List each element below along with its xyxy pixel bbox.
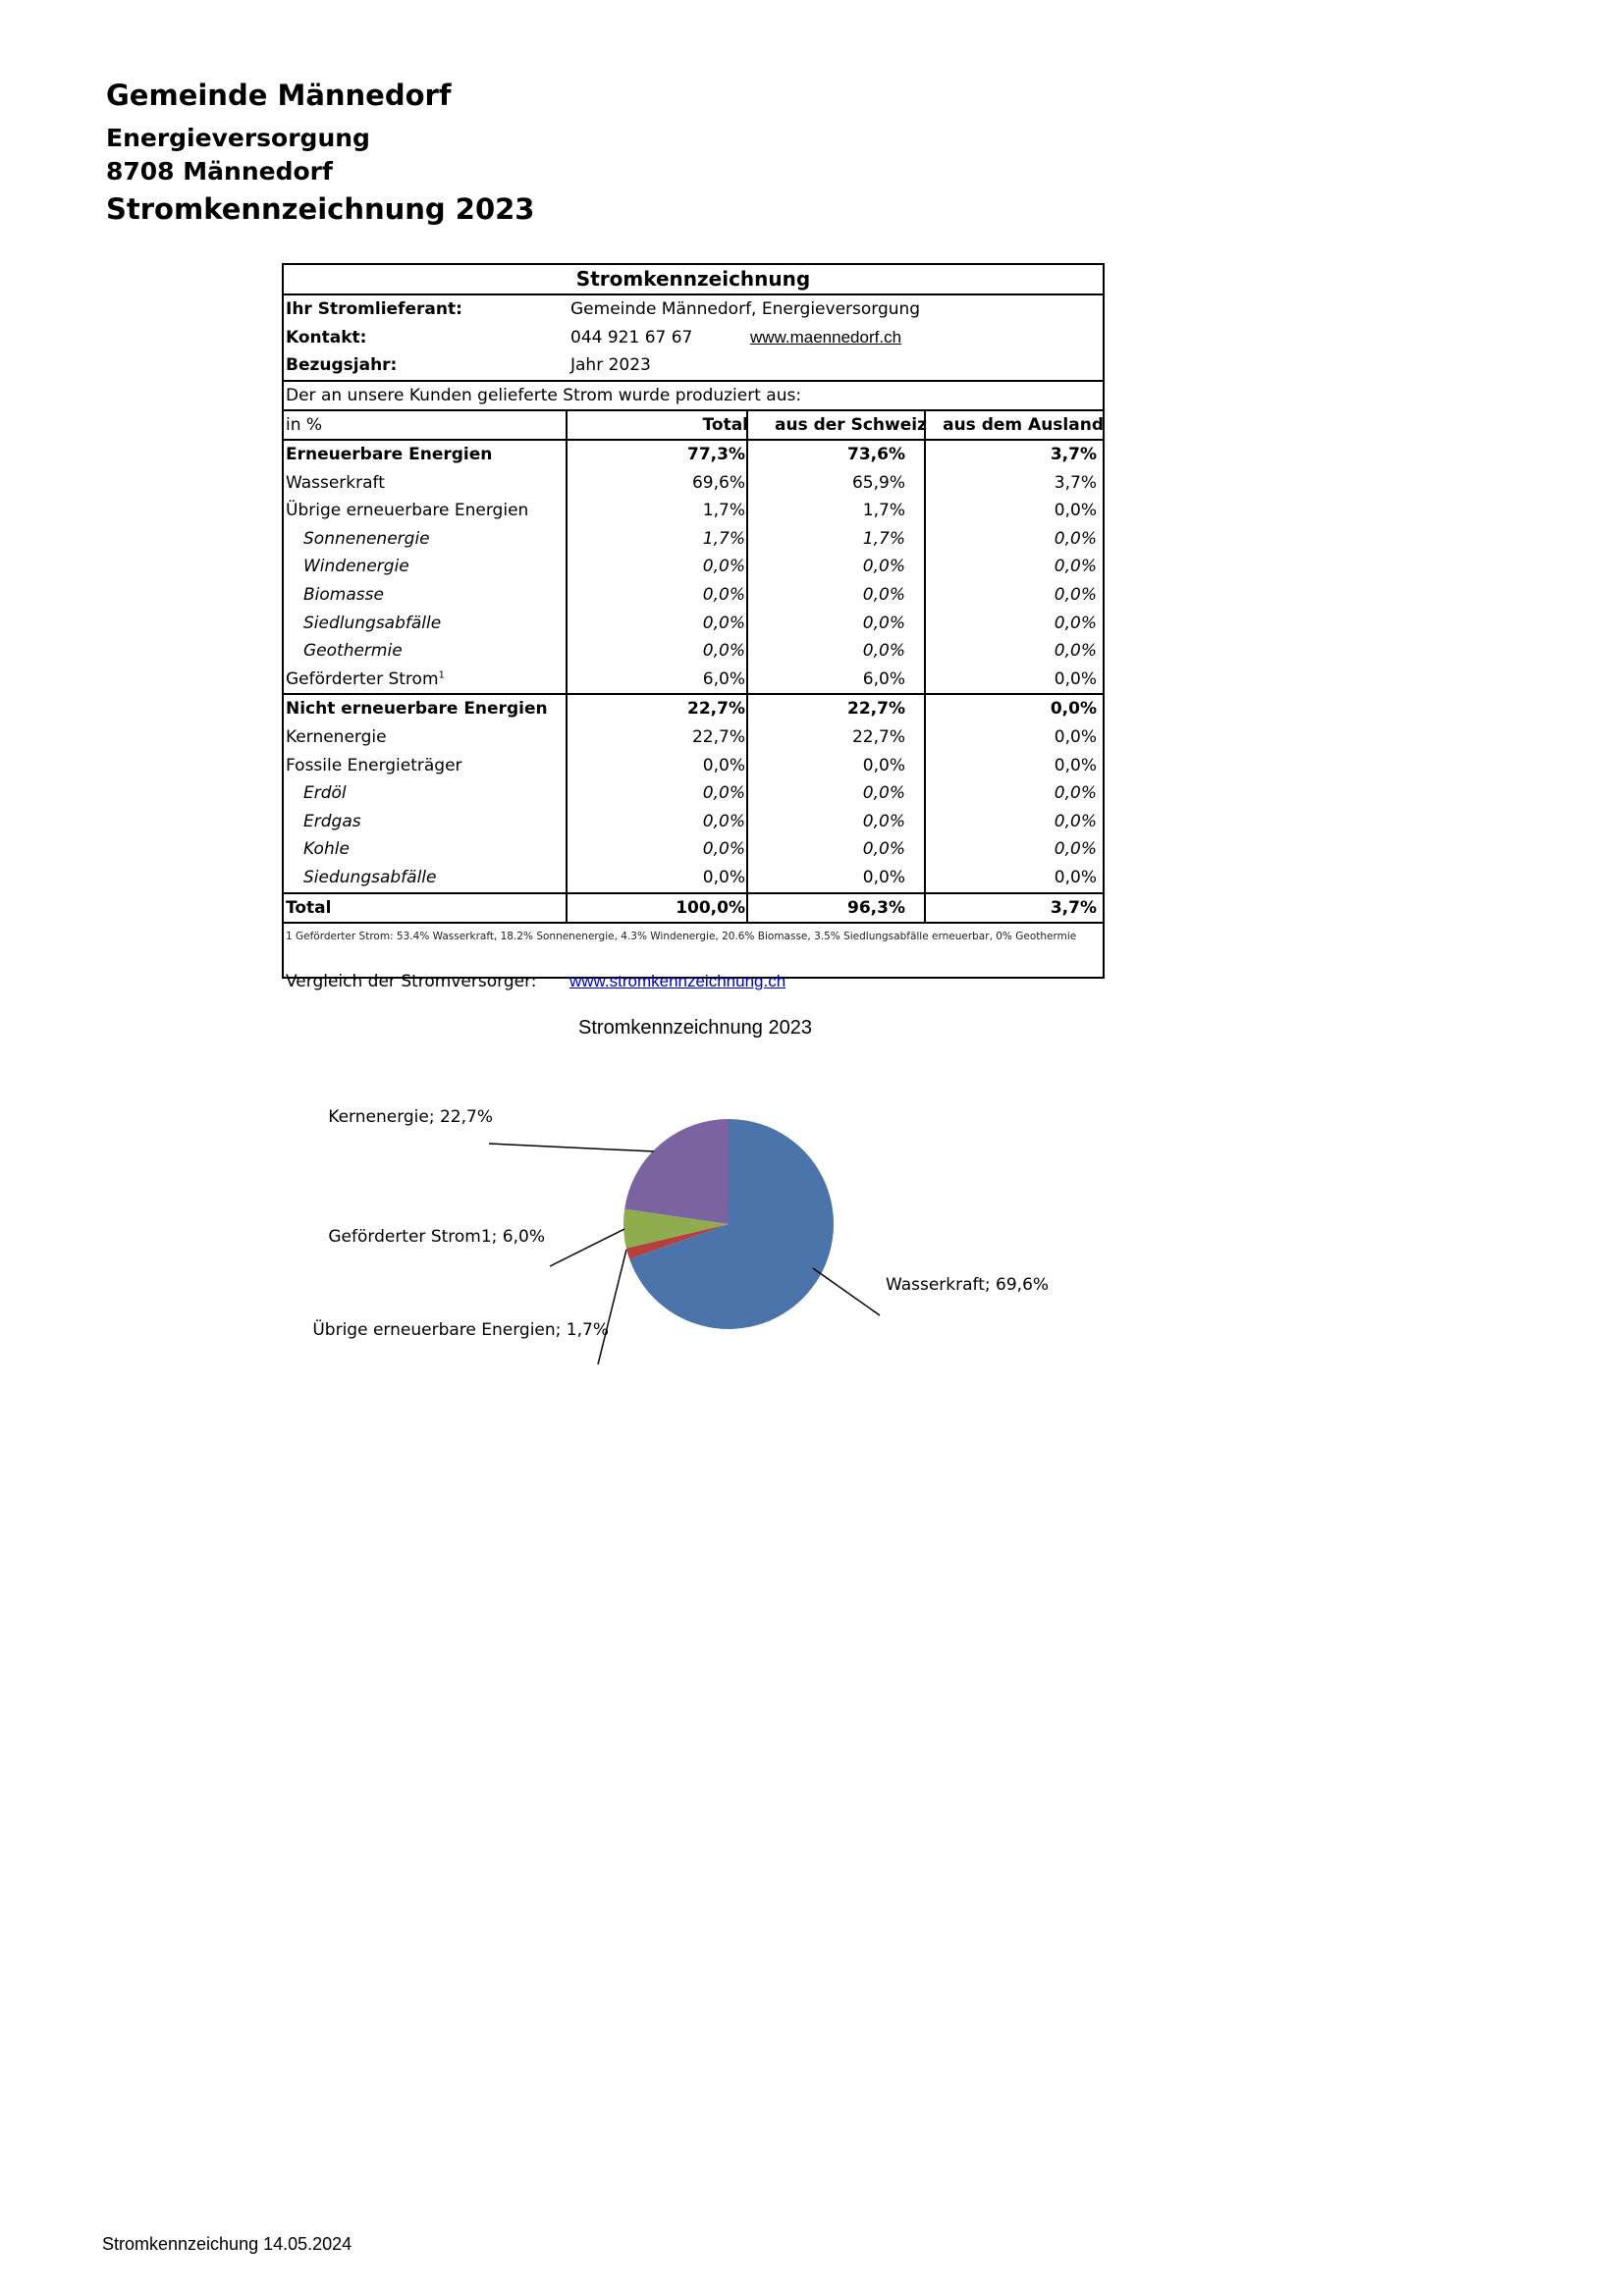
comparison-link[interactable]: www.stromkennzeichnung.ch [569,972,786,990]
row-label: Erdgas [303,811,361,831]
cell-schweiz: 6,0% [862,668,905,689]
table-row [284,835,1103,864]
contact-web-link[interactable]: www.maennedorf.ch [750,327,902,347]
cell-total: 0,0% [702,783,745,804]
total-row [284,892,1103,925]
cell-ausland: 0,0% [1054,641,1097,662]
row-label [286,666,445,694]
cell-ausland: 0,0% [1054,613,1097,633]
row-label: Siedungsabfälle [303,868,437,887]
table-row [284,497,1103,525]
contact-label: Kontakt: [286,327,367,347]
cell-ausland: 0,0% [1054,557,1097,577]
row-label: Geothermie [303,641,403,662]
cell-total: 0,0% [702,641,745,662]
stromkennzeichnung-table [282,263,1105,979]
year-label: Bezugsjahr: [286,355,398,375]
column-header: aus der Schweiz [775,414,927,435]
cell-ausland: 0,0% [1054,839,1097,860]
data-label: Kernenergie; 22,7% [328,1107,493,1127]
table-row [284,525,1103,554]
year-value: Jahr 2023 [570,355,651,375]
table-row [284,779,1103,808]
leader-line [489,1144,654,1151]
column-header: Total [702,414,748,435]
document-title: Stromkennzeichnung 2023 [106,192,535,226]
row-label: Übrige erneuerbare Energien [286,501,529,521]
cell-ausland: 0,0% [1054,501,1097,521]
cell-schweiz: 0,0% [862,783,905,804]
supplier-value: Gemeinde Männedorf, Energieversorgung [570,299,921,319]
cell-schweiz: 0,0% [862,811,905,831]
address: 8708 Männedorf [106,157,333,186]
data-label: Wasserkraft; 69,6% [886,1275,1050,1295]
cell-ausland: 0,0% [1054,755,1097,775]
cell-schweiz: 0,0% [862,613,905,633]
cell-total: 0,0% [702,557,745,577]
cell-schweiz: 96,3% [847,897,905,918]
cell-schweiz: 0,0% [862,641,905,662]
data-label: Übrige erneuerbare Energien; 1,7% [312,1320,609,1340]
cell-schweiz: 1,7% [862,528,905,549]
chart-title: Stromkennzeichnung 2023 [578,1017,812,1039]
cell-schweiz: 22,7% [847,699,905,720]
cell-total: 22,7% [691,727,745,748]
row-label: Fossile Energieträger [286,755,462,775]
comparison [286,972,786,991]
cell-total: 0,0% [702,613,745,633]
leader-line [813,1268,880,1315]
row-label: Erdöl [303,783,347,804]
leader-line [598,1250,626,1364]
cell-schweiz: 0,0% [862,839,905,860]
pie-chart [295,1001,1080,1394]
table-row [284,693,1103,723]
cell-schweiz: 0,0% [862,755,905,775]
cell-total: 0,0% [702,868,745,887]
table-row [284,581,1103,610]
cell-ausland: 3,7% [1054,472,1097,493]
cell-ausland: 0,0% [1054,868,1097,887]
cell-ausland: 0,0% [1054,783,1097,804]
cell-total: 100,0% [676,897,745,918]
cell-schweiz: 0,0% [862,868,905,887]
cell-ausland: 0,0% [1054,585,1097,606]
cell-total: 22,7% [687,699,745,720]
row-label: Nicht erneuerbare Energien [286,699,548,720]
row-label: Windenergie [303,557,409,577]
supplier-label: Ihr Stromlieferant: [286,299,462,319]
table-header-row [284,411,1103,442]
department: Energieversorgung [106,124,370,152]
data-grid [284,411,1103,925]
leader-line [550,1229,624,1266]
row-label: Erneuerbare Energien [286,445,493,465]
cell-schweiz: 65,9% [851,472,905,493]
cell-total: 0,0% [702,755,745,775]
row-label: Sonnenenergie [303,528,430,549]
cell-ausland: 3,7% [1050,897,1097,918]
data-label: Geförderter Strom1; 6,0% [328,1227,545,1247]
cell-ausland: 0,0% [1054,811,1097,831]
row-label: Kernenergie [286,727,387,748]
table-row [284,637,1103,666]
table-row [284,441,1103,469]
cell-ausland: 3,7% [1050,445,1097,465]
cell-total: 6,0% [702,668,745,689]
row-label: Total [286,897,332,918]
cell-schweiz: 0,0% [862,585,905,606]
page-footer: Stromkennzeichung 14.05.2024 [102,2234,352,2254]
table-row [284,808,1103,836]
row-label: Kohle [303,839,350,860]
org-name: Gemeinde Männedorf [106,79,452,112]
row-label: Wasserkraft [286,472,385,493]
comparison-label: Vergleich der Stromversorger: [286,972,537,991]
column-header: aus dem Ausland [943,414,1104,435]
table-row [284,723,1103,752]
row-label: Biomasse [303,585,384,606]
table-row [284,610,1103,638]
cell-total: 1,7% [702,528,745,549]
row-label-text: Geförderter Strom [286,668,439,689]
footnote: 1 Geförderter Strom: 53.4% Wasserkraft, 18.2% Sonnenenergie, 4.3% Windenergie, 20.6% Biomasse, 3.5% Siedlungsabfälle erneuerbar, 0% Geothermie [286,931,1077,943]
cell-total: 0,0% [702,585,745,606]
footnote-marker: 1 [438,669,445,681]
table-row [284,469,1103,498]
column-header: in % [286,414,323,435]
cell-total: 77,3% [687,445,745,465]
cell-total: 0,0% [702,839,745,860]
supplier-info [284,295,1103,382]
cell-schweiz: 22,7% [851,727,905,748]
contact-phone: 044 921 67 67 [570,327,693,347]
table-title: Stromkennzeichnung [284,265,1103,295]
cell-total: 69,6% [691,472,745,493]
cell-ausland: 0,0% [1050,699,1097,720]
table-row [284,752,1103,780]
cell-ausland: 0,0% [1054,668,1097,689]
row-label: Siedlungsabfälle [303,613,442,633]
cell-schweiz: 73,6% [847,445,905,465]
cell-total: 1,7% [702,501,745,521]
cell-ausland: 0,0% [1054,727,1097,748]
cell-schweiz: 0,0% [862,557,905,577]
cell-total: 0,0% [702,811,745,831]
pie-slice-kernenergie [624,1119,729,1224]
table-row [284,864,1103,892]
cell-ausland: 0,0% [1054,528,1097,549]
table-row [284,666,1103,694]
cell-schweiz: 1,7% [862,501,905,521]
intro-text: Der an unsere Kunden gelieferte Strom wurde produziert aus: [284,382,1103,411]
table-row [284,553,1103,581]
